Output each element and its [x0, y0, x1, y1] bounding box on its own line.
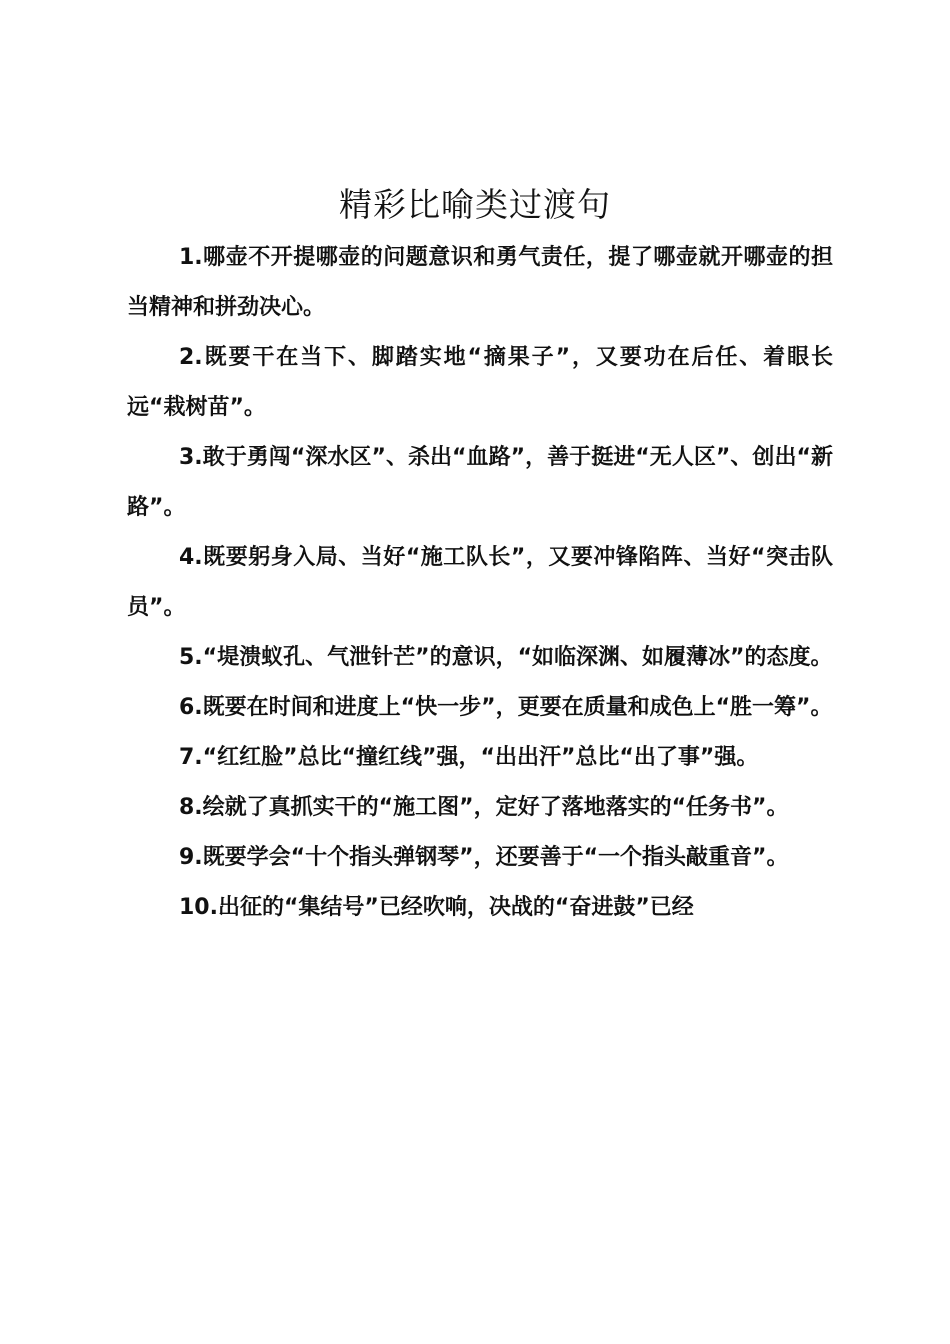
paragraph-9: 9.既要学会“十个指头弹钢琴”，还要善于“一个指头敲重音”。 [179, 845, 789, 870]
document-title: 精彩比喻类过渡句 [339, 185, 611, 224]
paragraph-6: 6.既要在时间和进度上“快一步”，更要在质量和成色上“胜一筹”。 [179, 695, 833, 720]
paragraph-7: 7.“红红脸”总比“撞红线”强，“出出汗”总比“出了事”强。 [179, 745, 759, 770]
paragraph-10: 10.出征的“集结号”已经吹响，决战的“奋进鼓”已经 [179, 895, 694, 920]
document-body [127, 233, 833, 933]
paragraph-1: 1.哪壶不开提哪壶的问题意识和勇气责任，提了哪壶就开哪壶的担当精神和拼劲决心。 [127, 245, 833, 320]
paragraph-5: 5.“堤溃蚁孔、气泄针芒”的意识，“如临深渊、如履薄冰”的态度。 [179, 645, 833, 670]
paragraph-2: 2.既要干在当下、脚踏实地“摘果子”，又要功在后任、着眼长远“栽树苗”。 [127, 345, 833, 420]
paragraph-3: 3.敢于勇闯“深水区”、杀出“血路”，善于挺进“无人区”、创出“新路”。 [127, 445, 833, 520]
paragraph-8: 8.绘就了真抓实干的“施工图”，定好了落地落实的“任务书”。 [179, 795, 789, 820]
paragraph-4: 4.既要躬身入局、当好“施工队长”，又要冲锋陷阵、当好“突击队员”。 [127, 545, 833, 620]
